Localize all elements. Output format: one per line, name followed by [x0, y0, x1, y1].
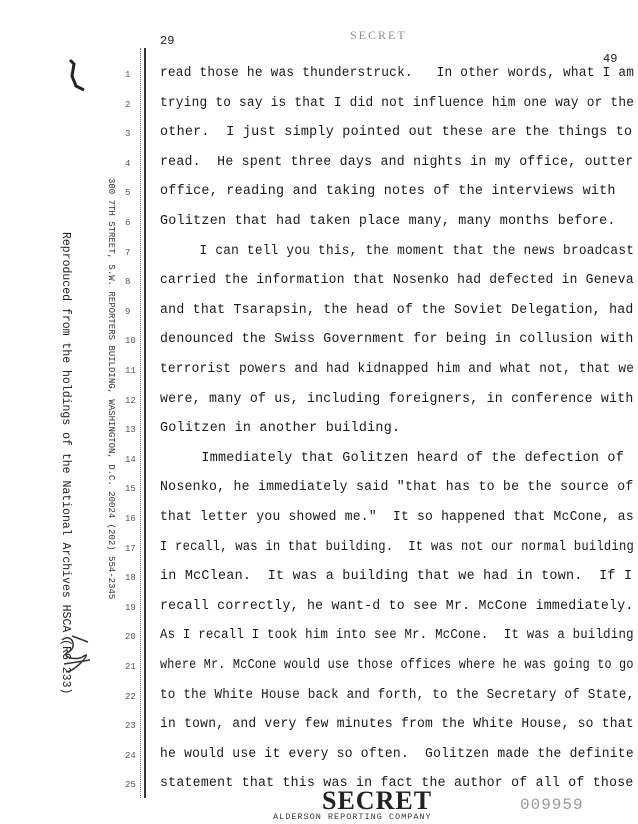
line-number: 5 — [125, 188, 131, 199]
page-number-right: 49 — [603, 52, 618, 66]
transcript-line: read. He spent three days and nights in my office, outter — [160, 154, 634, 170]
margin-mark-icon — [62, 56, 92, 96]
transcript-line: he would use it every so often. Golitzen made the definite — [160, 746, 634, 762]
reporting-company: ALDERSON REPORTING COMPANY — [273, 812, 432, 822]
line-number: 1 — [125, 70, 131, 80]
page-number-left: 29 — [160, 34, 175, 48]
line-number: 19 — [125, 602, 136, 613]
transcript-line: that letter you showed me." It so happened that McCone, as — [160, 510, 634, 525]
transcript-line: I recall, was in that building. It was not our normal building — [160, 539, 634, 555]
line-number: 6 — [125, 218, 131, 228]
line-number: 12 — [125, 395, 136, 406]
transcript-line: As I recall I took him into see Mr. McCone. It was a building — [160, 628, 634, 644]
transcript-line: I can tell you this, the moment that the news broadcast — [160, 243, 635, 259]
line-number: 15 — [125, 484, 136, 495]
transcript-line: recall correctly, he want-d to see Mr. McCone immediately. — [160, 598, 634, 614]
document-number: 009959 — [520, 796, 584, 814]
archive-notice: Reproduced from the holdings of the National Archives HSCA (RG 233) — [59, 232, 72, 695]
transcript-line: where Mr. McCone would use those offices where he was going to go — [160, 658, 634, 673]
line-number: 7 — [125, 247, 131, 258]
transcript-line: trying to say is that I did not influence him one way or the — [160, 95, 635, 111]
transcript-line: Golitzen that had taken place many, many months before. — [160, 214, 616, 229]
line-number: 8 — [125, 277, 131, 288]
header-stamp: SECRET — [350, 28, 407, 42]
line-number: 25 — [125, 780, 136, 791]
line-number: 22 — [125, 691, 136, 702]
line-number: 14 — [125, 454, 136, 465]
transcript-line: in town, and very few minutes from the White House, so that — [160, 717, 634, 733]
transcript-line: Nosenko, he immediately said "that has to be the source of — [160, 480, 634, 496]
transcript-line: Immediately that Golitzen heard of the defection of — [160, 450, 624, 466]
line-number: 11 — [125, 366, 136, 376]
transcript-line: other. I just simply pointed out these are the things to — [160, 125, 633, 141]
line-number: 13 — [125, 425, 136, 436]
line-number: 3 — [125, 129, 131, 140]
transcript-line: terrorist powers and had kidnapped him and what not, that we — [160, 362, 635, 377]
line-number: 20 — [125, 632, 136, 643]
margin-rule — [144, 48, 146, 798]
transcript-line: office, reading and taking notes of the interviews with — [160, 184, 616, 200]
transcript-line: in McClean. It was a building that we had in town. If I — [160, 569, 633, 585]
transcript-line: and that Tsarapsin, the head of the Soviet Delegation, had — [160, 302, 634, 318]
secret-stamp: SECRET — [322, 786, 433, 815]
transcript-line: read those he was thunderstruck. In other words, what I am — [160, 66, 635, 81]
line-number: 10 — [125, 336, 136, 347]
line-number: 24 — [125, 750, 136, 761]
handwritten-scribble — [58, 630, 98, 680]
line-number: 18 — [125, 573, 136, 584]
transcript-line: to the White House back and forth, to the Secretary of State, — [160, 687, 635, 703]
line-number: 23 — [125, 721, 136, 732]
transcript-line: denounced the Swiss Government for being in collusion with — [160, 332, 634, 348]
transcript-line: were, many of us, including foreigners, in conference with — [160, 391, 634, 407]
line-number: 9 — [125, 306, 131, 317]
line-number: 2 — [125, 99, 131, 110]
transcript-line: carried the information that Nosenko had defected in Geneva — [160, 273, 634, 289]
line-number: 16 — [125, 514, 136, 524]
line-number: 21 — [125, 662, 136, 672]
transcript-line: statement that this was in fact the author of all of those — [160, 776, 634, 792]
reporter-address: 300 7TH STREET, S.W. REPORTERS BUILDING, WASHINGTON, D.C. 20024 (202) 554-2345 — [106, 178, 116, 600]
transcript-line: Golitzen in another building. — [160, 421, 401, 437]
margin-rule-dotted — [140, 48, 141, 798]
line-number: 4 — [125, 158, 131, 169]
line-number: 17 — [125, 543, 136, 554]
